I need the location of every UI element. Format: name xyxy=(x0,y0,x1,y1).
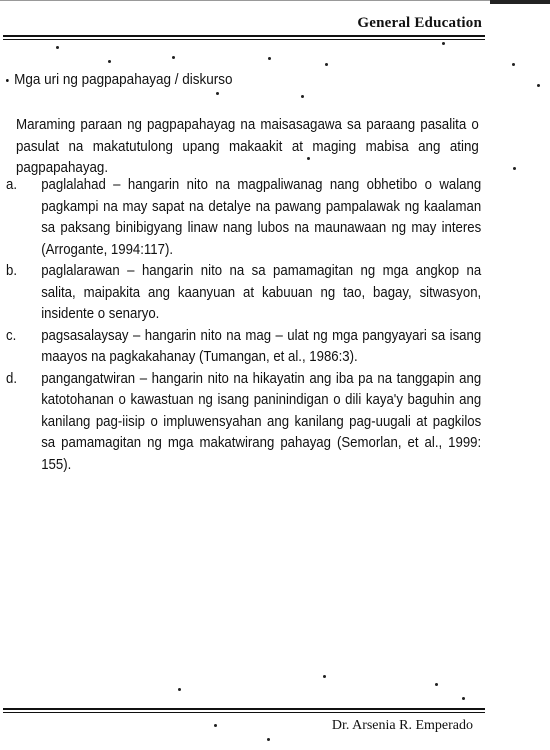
scan-speck xyxy=(325,63,328,66)
scan-edge-mark xyxy=(490,0,550,4)
scan-speck xyxy=(462,697,465,700)
scan-edge xyxy=(0,0,550,6)
scan-speck xyxy=(178,688,181,691)
header-rule xyxy=(3,35,485,37)
list-item-letter: a. xyxy=(6,176,18,193)
list-item-text: paglalahad – hangarin nito na magpaliwanag nang obhetibo o walang pagkampi na may sapat na detalye na pawang pampalawak ng kaalaman sa paksang binibigyang linaw nang lubos na maunawaan ng may interes (Arrogante, 1994:117). xyxy=(41,176,482,258)
scan-speck xyxy=(301,95,304,98)
header-rule-thin xyxy=(3,39,485,40)
running-footer-author: Dr. Arsenia R. Emperado xyxy=(331,718,473,733)
scan-speck xyxy=(323,675,326,678)
list-item-text: pagsasalaysay – hangarin nito na mag – ulat ng mga pangyayari sa isang maayos na pagkakahanay (Tumangan, et al., 1986:3). xyxy=(41,326,482,365)
list-item-letter: c. xyxy=(6,326,17,344)
scan-speck xyxy=(435,683,438,686)
section-heading-text: Mga uri ng pagpapahayag / diskurso xyxy=(14,71,233,88)
list-item-text: paglalarawan – hangarin nito na sa pamamagitan ng mga angkop na salita, maipakita ang kaanyuan at kabuuan ng tao, bagay, sitwasyon, insidente o senaryo. xyxy=(41,262,482,322)
list-item-letter: b. xyxy=(6,262,18,279)
scan-speck xyxy=(442,42,445,45)
footer-rule-thin xyxy=(3,712,485,713)
scan-speck xyxy=(307,157,310,160)
list-item xyxy=(6,260,481,325)
scan-speck xyxy=(268,57,271,60)
intro-paragraph: Maraming paraan ng pagpapahayag na maisasagawa sa paraang pasalita o pasulat na makatutulong upang makaakit at maging mabisa ang ating pagpapahayag. xyxy=(16,116,479,176)
list-item xyxy=(6,174,481,260)
bullet-icon xyxy=(6,79,9,82)
list-item-letter: d. xyxy=(6,369,18,387)
scan-speck xyxy=(56,46,59,49)
discourse-types-list xyxy=(6,174,481,475)
scan-speck xyxy=(267,738,270,741)
scan-speck xyxy=(513,167,516,170)
section-heading xyxy=(6,71,233,88)
list-item xyxy=(6,368,481,476)
scan-speck xyxy=(108,60,111,63)
scan-speck xyxy=(214,724,217,727)
list-item xyxy=(6,325,481,368)
scan-speck xyxy=(512,63,515,66)
scan-speck xyxy=(216,92,219,95)
running-header: General Education xyxy=(357,15,482,31)
list-item-text: pangangatwiran – hangarin nito na hikayatin ang iba pa na tanggapin ang katotohanan o kawastuan ng isang paninindigan o dili kaya'y baguhin ang kanilang pag-iisip o impluwensyahan ang kanilang pag-uugali at pagkilos sa pamamagitan ng mga makatwirang pahayag (Semorlan, et al., 1999: 155). xyxy=(41,369,482,473)
footer-rule xyxy=(3,708,485,710)
scan-speck xyxy=(537,84,540,87)
scan-speck xyxy=(172,56,175,59)
